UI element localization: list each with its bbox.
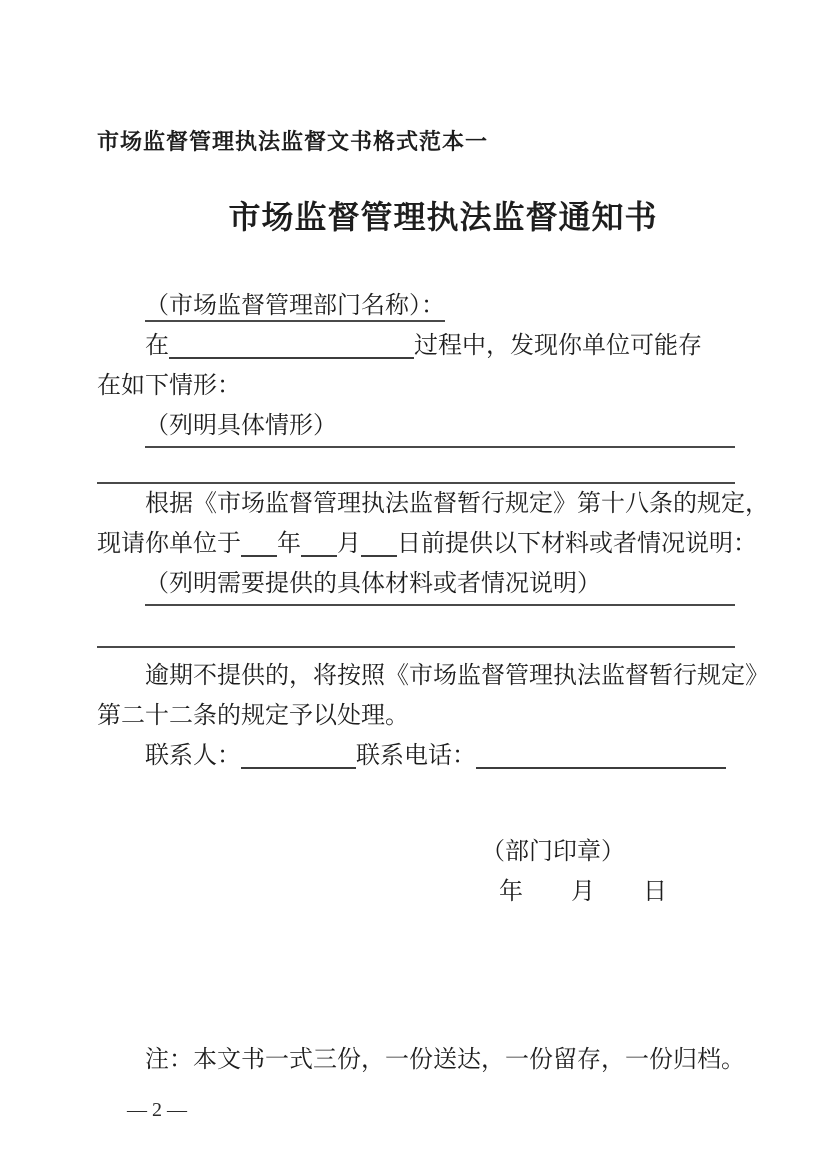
- month-unit-label: 月: [337, 531, 361, 557]
- copies-footnote: 注：本文书一式三份，一份送达，一份留存，一份归档。: [145, 1047, 745, 1073]
- contact-person-label: 联系人：: [145, 743, 241, 769]
- inspection-process-blank-field: [169, 337, 414, 359]
- materials-placeholder: （列明需要提供的具体材料或者情况说明）: [145, 571, 601, 597]
- materials-fill-row: [145, 564, 735, 606]
- inspection-wrap-text: 在如下情形：: [97, 373, 241, 399]
- contact-person-blank-field: [241, 747, 356, 769]
- recipient-name-placeholder: （市场监督管理部门名称）：: [145, 293, 445, 322]
- situations-placeholder: （列明具体情形）: [145, 413, 337, 439]
- year-unit-label: 年: [277, 531, 301, 557]
- inspection-prefix: 在: [145, 333, 169, 359]
- department-seal-placeholder: （部门印章）: [481, 839, 625, 865]
- document-body: [97, 286, 769, 776]
- request-suffix: 前提供以下材料或者情况说明：: [421, 531, 757, 557]
- document-format-label: 市场监督管理执法监督文书格式范本一: [97, 129, 489, 154]
- request-prefix: 现请你单位于: [97, 531, 241, 557]
- inspection-line-1: [97, 326, 735, 366]
- overdue-line-2: [97, 696, 735, 736]
- signature-date-line: 年 月 日: [499, 879, 667, 905]
- situations-fill-row: [145, 406, 735, 448]
- overdue-line-1: [97, 656, 769, 696]
- overdue-text-2: 第二十二条的规定予以处理。: [97, 703, 409, 729]
- day-blank-field: [361, 535, 397, 557]
- overdue-text-1: 逾期不提供的，将按照《市场监督管理执法监督暂行规定》: [145, 663, 769, 689]
- basis-line-2: [97, 524, 757, 564]
- document-title: 市场监督管理执法监督通知书: [228, 199, 658, 235]
- contact-phone-label: 联系电话：: [356, 743, 476, 769]
- page-number: — 2 —: [127, 1099, 187, 1121]
- inspection-line-2: [97, 366, 735, 406]
- basis-line-1: [97, 484, 769, 524]
- basis-text: 根据《市场监督管理执法监督暂行规定》第十八条的规定，: [145, 491, 769, 517]
- blank-rule-1: [97, 448, 735, 484]
- blank-rule-2: [97, 606, 735, 648]
- year-blank-field: [241, 535, 277, 557]
- recipient-line: [97, 286, 735, 326]
- day-unit-label: 日: [397, 531, 421, 557]
- month-blank-field: [301, 535, 337, 557]
- contact-phone-blank-field: [476, 747, 726, 769]
- inspection-suffix: 过程中，发现你单位可能存: [414, 333, 702, 359]
- contact-line: [97, 736, 735, 776]
